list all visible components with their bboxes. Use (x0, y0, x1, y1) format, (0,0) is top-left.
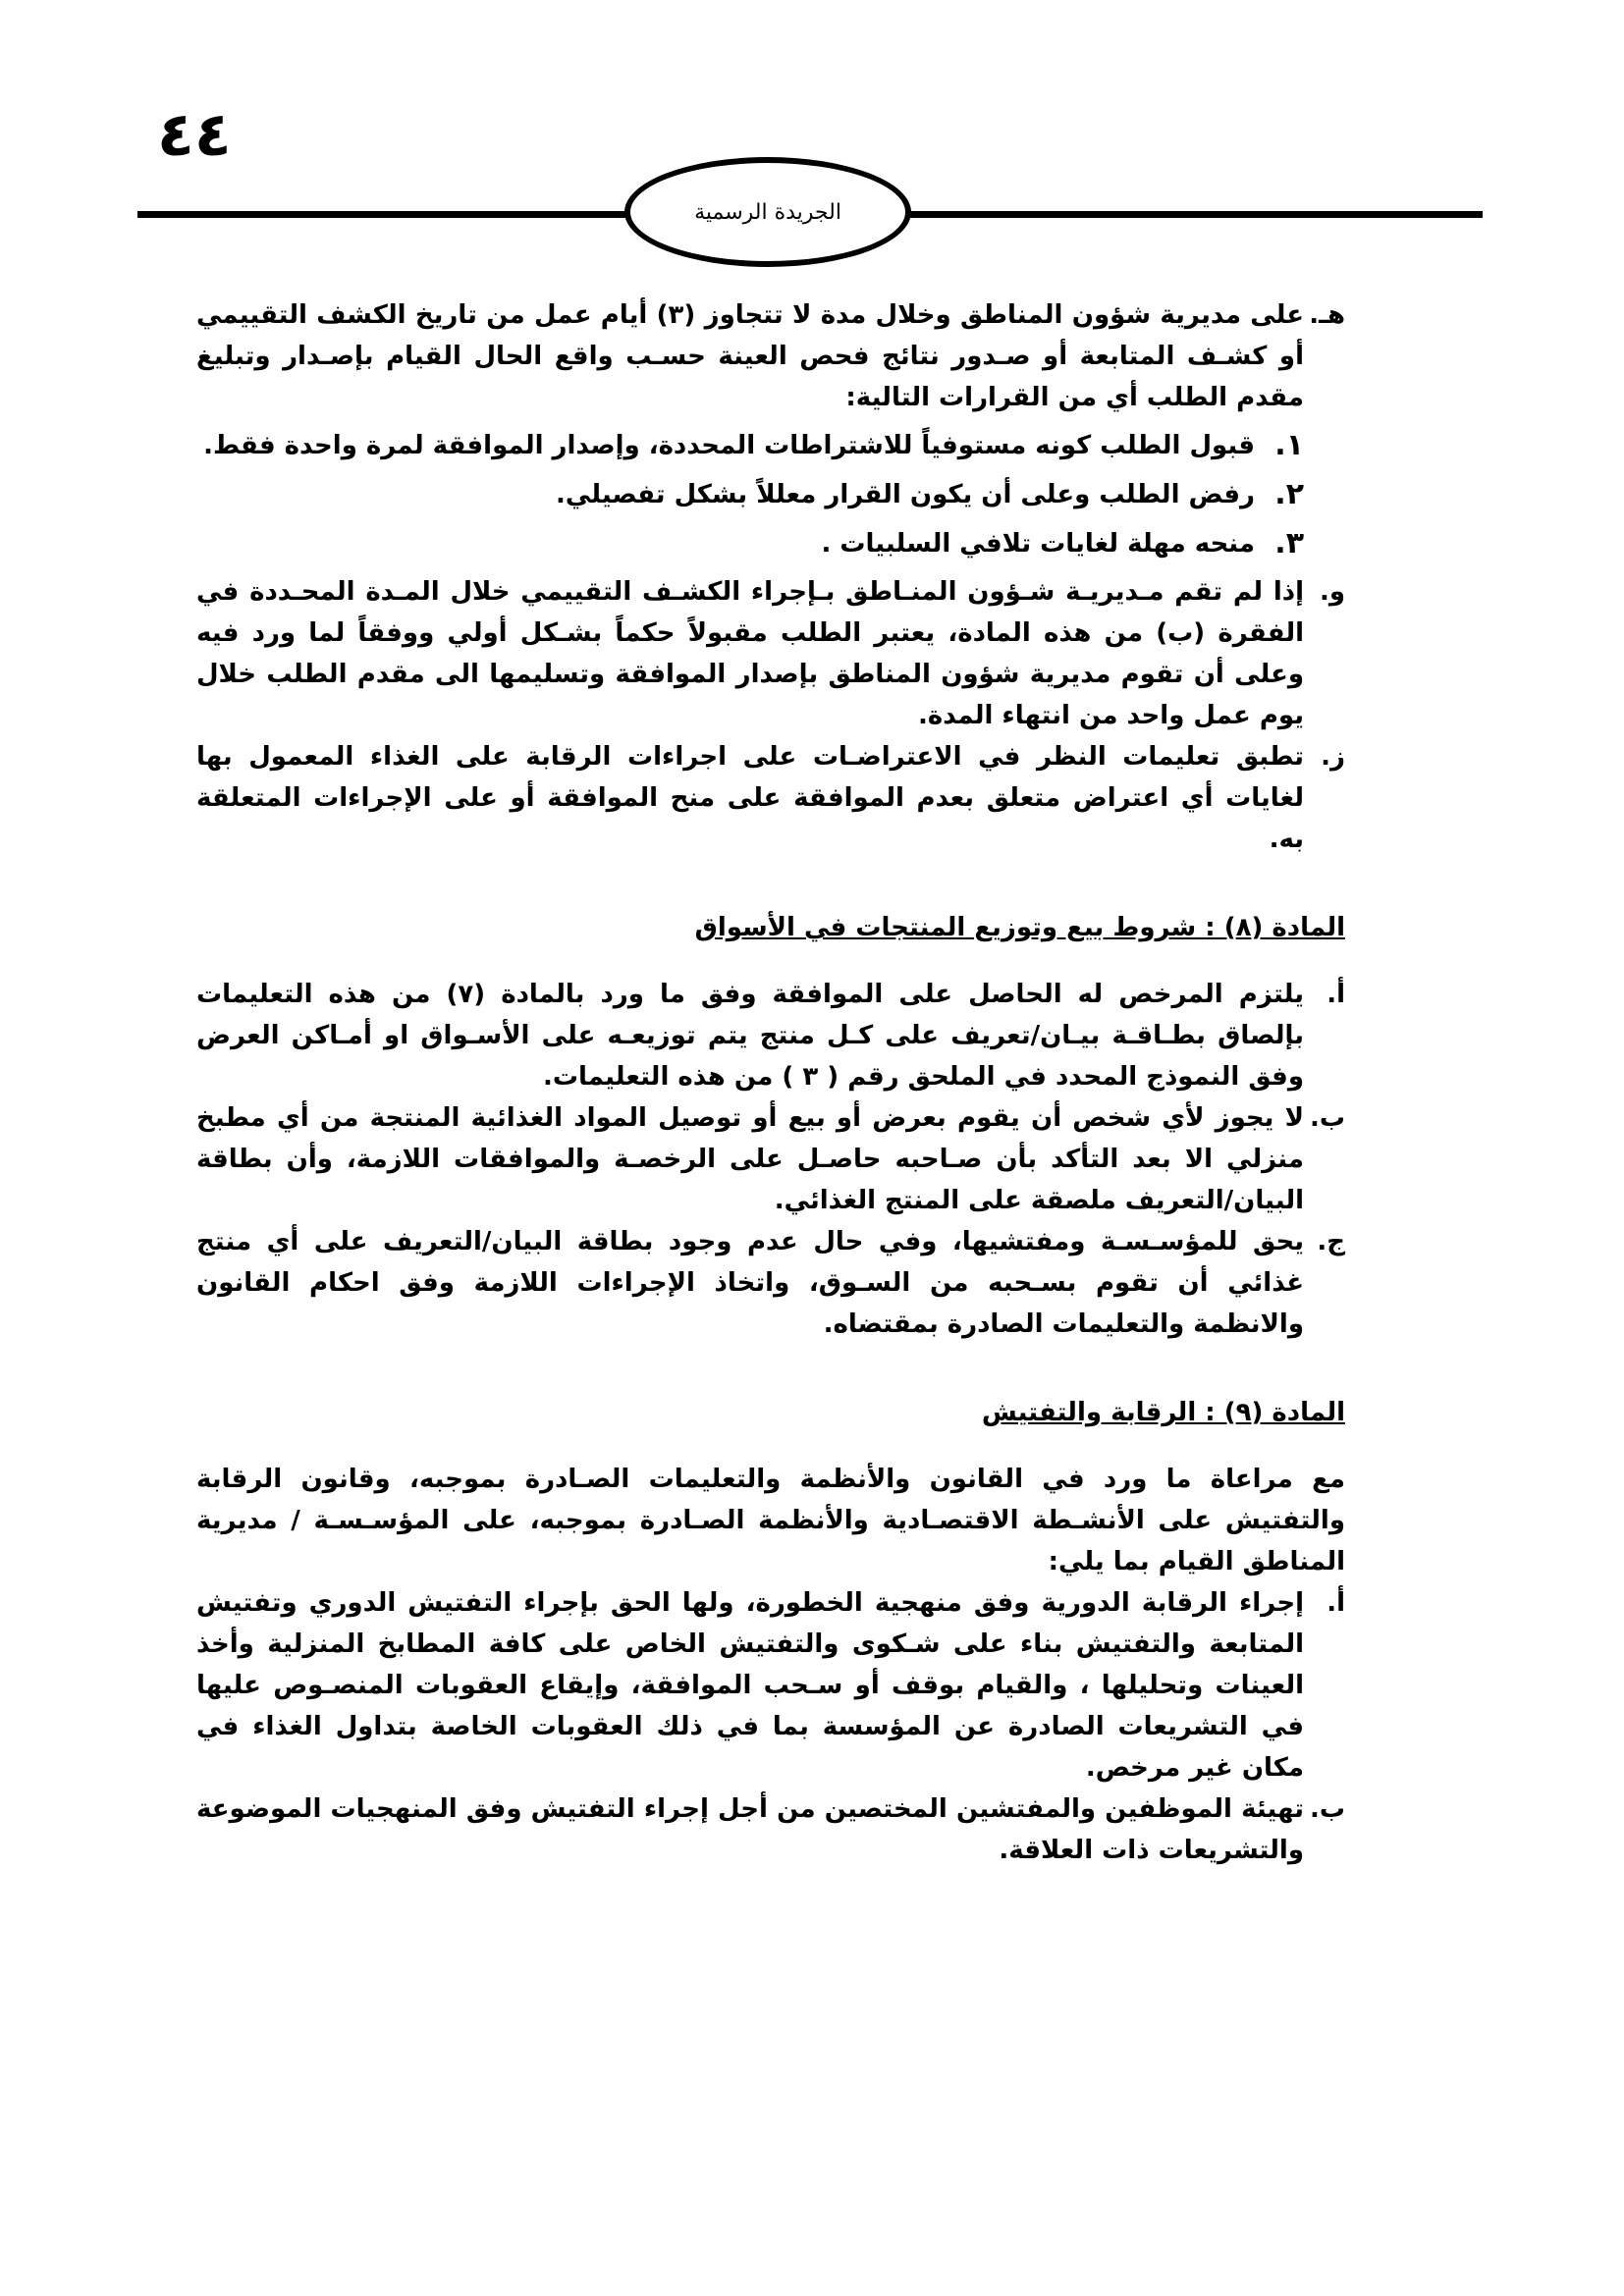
article-9-item-a (196, 1582, 1345, 1789)
decision-text: قبول الطلب كونه مستوفياً للاشتراطات المحددة، وإصدار الموافقة لمرة واحدة فقط. (203, 431, 1255, 460)
decision-2 (196, 473, 1345, 516)
document-body (196, 294, 1345, 1871)
decision-marker: ٢. (1274, 477, 1304, 511)
decision-text: رفض الطلب وعلى أن يكون القرار معللاً بشكل تفصيلي. (556, 480, 1255, 509)
decision-3 (196, 522, 1345, 565)
clause-text: إجراء الرقابة الدورية وفق منهجية الخطورة، ولها الحق بإجراء التفتيش الدوري وتفتيش المتابعة والتفتيش بناء على شـكوى والتفتيش الخاص على كافة المطابخ المنزلية وأخذ العينات وتحليلها ، والقيام بوقف أو سـحب الموافقة، وإيقاع العقوبات المنصـوص عليها في التشريعات الصادرة عن المؤسسة بما في ذلك العقوبات الخاصة بتداول الغذاء في مكان غير مرخص. (196, 1588, 1304, 1783)
clause-text: يلتزم المرخص له الحاصل على الموافقة وفق ما ورد بالمادة (٧) من هذه التعليمات بإلصاق بطـاقـة بيـان/تعريف على كـل منتج يتم توزيعـه على الأسـواق او أمـاكن العرض وفق النموذج المحدد في الملحق رقم ( ٣ ) من هذه التعليمات. (196, 980, 1304, 1092)
clause-text: لا يجوز لأي شخص أن يقوم بعرض أو بيع أو توصيل المواد الغذائية المنتجة من أي مطبخ منزلي الا بعد التأكد بأن صـاحبه حاصـل على الرخصـة والموافقات اللازمة، وأن بطاقة البيان/التعريف ملصقة على المنتج الغذائي. (196, 1103, 1304, 1215)
decision-text: منحه مهلة لغايات تلافي السلبيات . (821, 529, 1255, 559)
clause-marker: ب. (1309, 1794, 1345, 1824)
clause-marker: ب. (1309, 1103, 1345, 1133)
clause-zay (196, 736, 1345, 860)
article-9-intro: مع مراعاة ما ورد في القانون والأنظمة والتعليمات الصـادرة بموجبه، وقانون الرقابة والتفتيش على الأنشـطة الاقتصـادية والأنظمة الصـادرة بموجبه، على المؤسـسـة / مديرية المناطق القيام بما يلي: (196, 1465, 1345, 1576)
article-8-heading: المادة (٨) : شروط بيع وتوزيع المنتجات في الأسواق (694, 913, 1345, 942)
clause-text: على مديرية شؤون المناطق وخلال مدة لا تتجاوز (٣) أيام عمل من تاريخ الكشف التقييمي أو كشـف المتابعة أو صـدور نتائج فحص العينة حسـب واقع الحال القيام بإصـدار وتبليغ مقدم الطلب أي من القرارات التالية: (196, 300, 1304, 412)
article-8-item-a (196, 974, 1345, 1097)
gazette-title: الجريدة الرسمية (694, 199, 841, 225)
clause-marker: و. (1319, 577, 1345, 607)
decision-1 (196, 424, 1345, 467)
decision-marker: ١. (1274, 428, 1304, 462)
clause-marker: ج. (1317, 1227, 1345, 1256)
clause-text: إذا لم تقم مـديريـة شـؤون المنـاطق بـإجراء الكشـف التقييمي خلال المـدة المحـددة في الفقرة (ب) من هذه المادة، يعتبر الطلب مقبولاً حكماً بشـكل أولي ووفقاً لما ورد فيه وعلى أن تقوم مديرية شؤون المناطق بإصدار الموافقة وتسليمها الى مقدم الطلب خلال يوم عمل واحد من انتهاء المدة. (196, 577, 1304, 730)
decision-marker: ٣. (1274, 526, 1304, 561)
clause-marker: هـ. (1309, 300, 1345, 330)
article-9-heading: المادة (٩) : الرقابة والتفتيش (981, 1398, 1345, 1427)
page-number: ٤٤ (157, 98, 232, 170)
clause-text: يحق للمؤسـسـة ومفتشيها، وفي حال عدم وجود بطاقة البيان/التعريف على أي منتج غذائي أن تقوم بسـحبه من السـوق، واتخاذ الإجراءات اللازمة وفق احكام القانون والانظمة والتعليمات الصادرة بمقتضاه. (196, 1227, 1304, 1339)
clause-he (196, 294, 1345, 418)
gazette-header-oval (624, 157, 911, 267)
clause-marker: أ. (1326, 980, 1345, 1009)
clause-marker: ز. (1321, 742, 1345, 772)
article-9-item-b (196, 1789, 1345, 1871)
clause-text: تطبق تعليمات النظر في الاعتراضـات على اجراءات الرقابة على الغذاء المعمول بها لغايات أي اعتراض متعلق بعدم الموافقة على منح الموافقة أو على الإجراءات المتعلقة به. (196, 742, 1304, 854)
clause-marker: أ. (1326, 1588, 1345, 1618)
clause-text: تهيئة الموظفين والمفتشين المختصين من أجل إجراء التفتيش وفق المنهجيات الموضوعة والتشريعات ذات العلاقة. (196, 1794, 1304, 1865)
article-8-item-c (196, 1221, 1345, 1345)
clause-waw (196, 571, 1345, 736)
article-8-item-b (196, 1097, 1345, 1221)
